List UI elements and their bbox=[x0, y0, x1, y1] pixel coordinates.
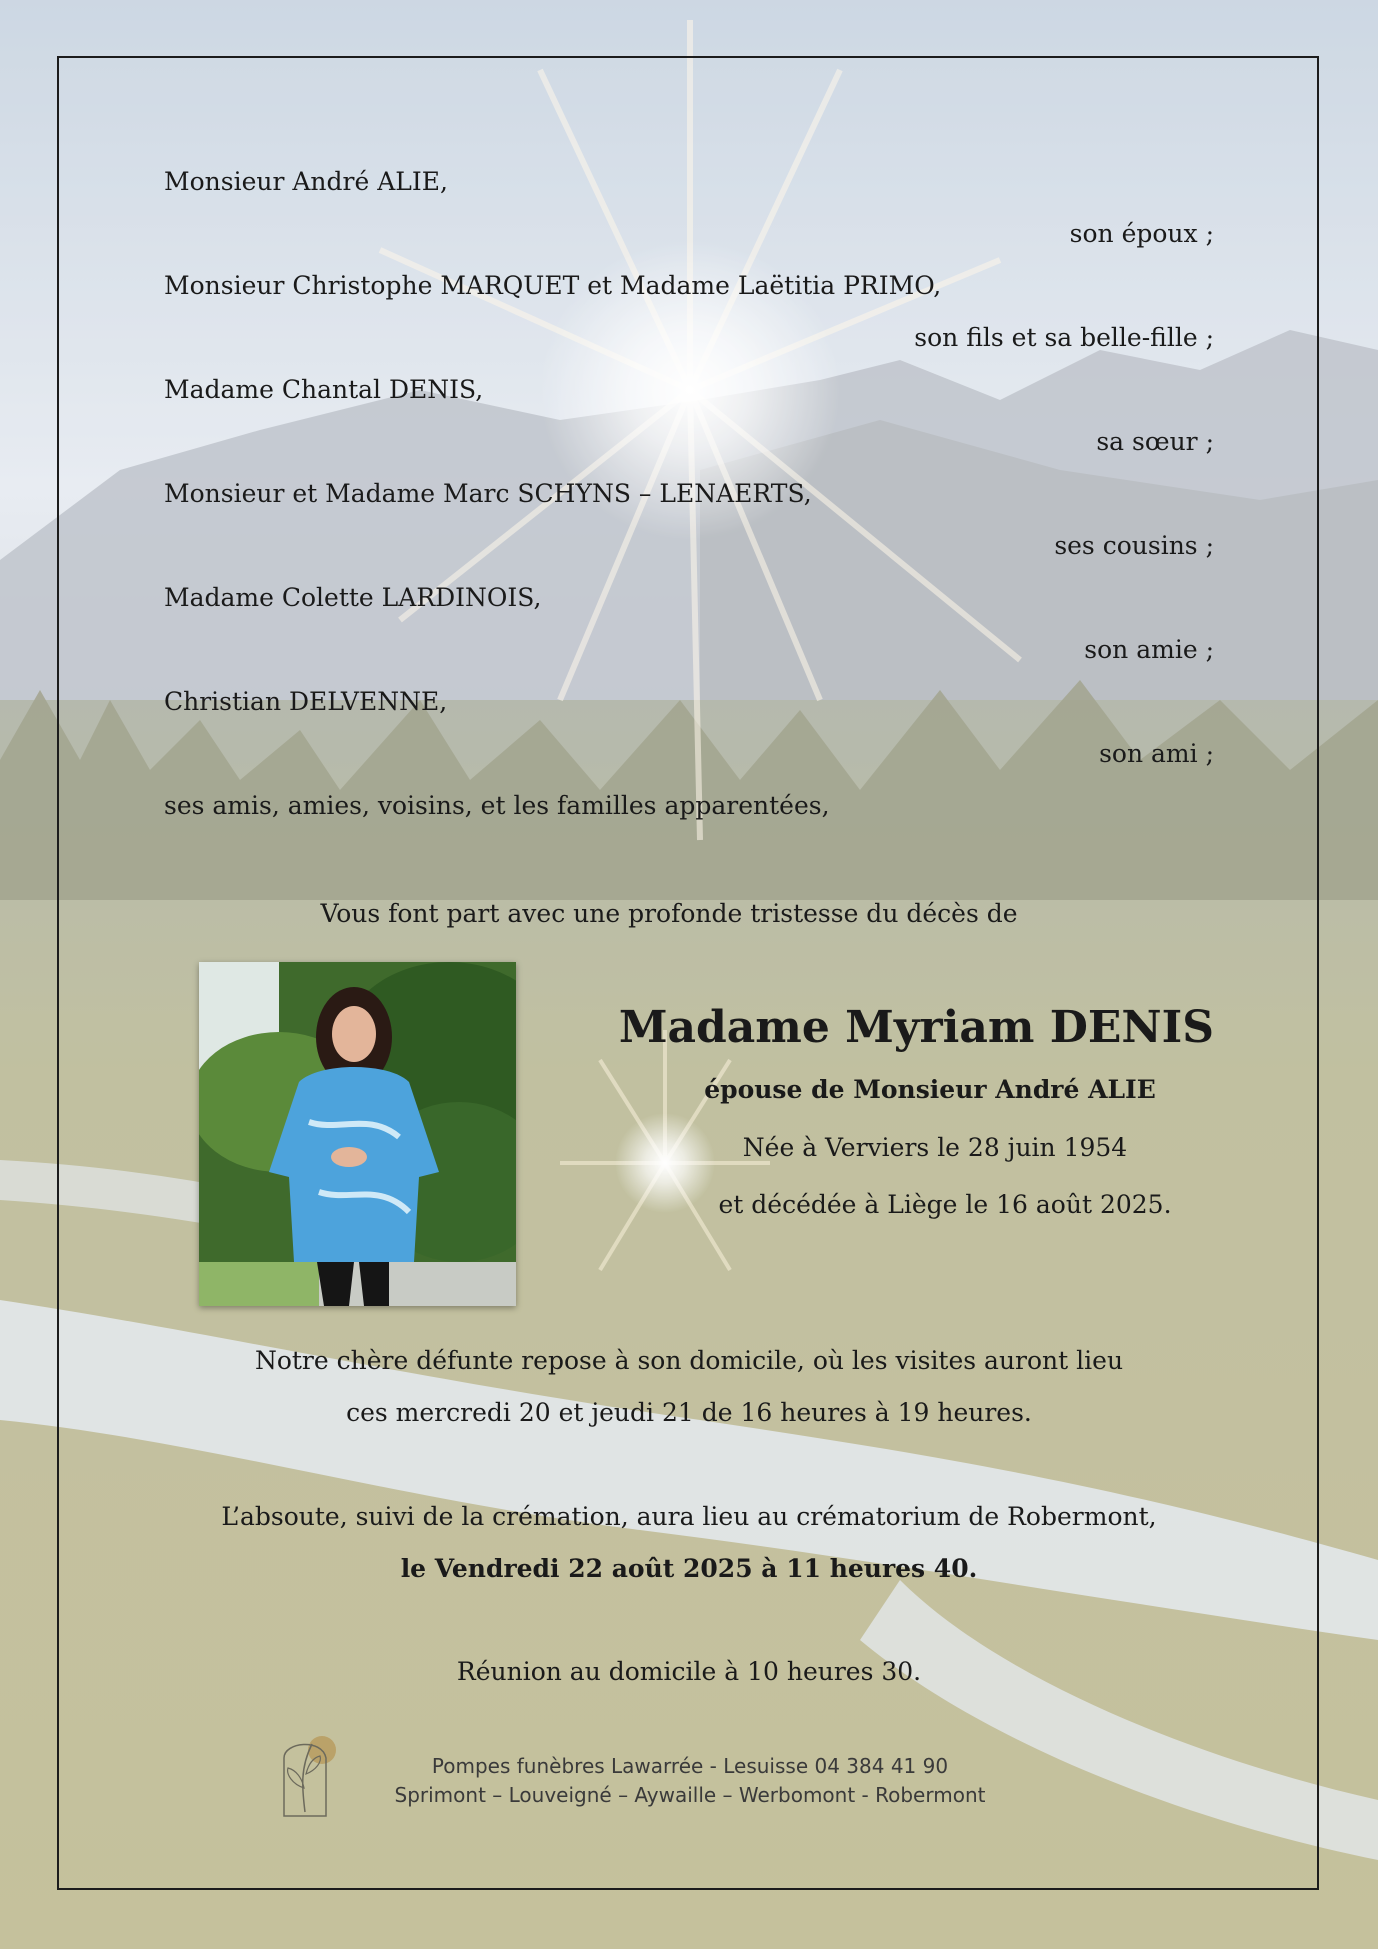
friends-line: ses amis, amies, voisins, et les familles apparentées, bbox=[164, 791, 830, 820]
announcement: Vous font part avec une profonde tristesse du décès de bbox=[320, 899, 1018, 928]
deceased-birth: Née à Verviers le 28 juin 1954 bbox=[742, 1133, 1128, 1162]
family-member-relation: ses cousins ; bbox=[1054, 531, 1214, 560]
family-member-name: Madame Colette LARDINOIS, bbox=[164, 583, 542, 612]
family-member-relation: son ami ; bbox=[1099, 739, 1214, 768]
portrait-photo bbox=[199, 962, 516, 1306]
deceased-spouse: épouse de Monsieur André ALIE bbox=[704, 1075, 1156, 1104]
family-member-relation: son fils et sa belle-fille ; bbox=[914, 323, 1214, 352]
family-member-name: Monsieur Christophe MARQUET et Madame Laëtitia PRIMO, bbox=[164, 271, 942, 300]
ceremony-line-1: L’absoute, suivi de la crémation, aura lieu au crématorium de Robermont, bbox=[221, 1502, 1157, 1531]
visits-line-1: Notre chère défunte repose à son domicile, où les visites auront lieu bbox=[254, 1346, 1124, 1375]
family-member-relation: son amie ; bbox=[1084, 635, 1214, 664]
reunion-line: Réunion au domicile à 10 heures 30. bbox=[456, 1657, 922, 1686]
footer-line-1: Pompes funèbres Lawarrée - Lesuisse 04 384 41 90 bbox=[431, 1754, 949, 1778]
family-member-name: Monsieur et Madame Marc SCHYNS – LENAERTS, bbox=[164, 479, 812, 508]
family-member-name: Christian DELVENNE, bbox=[164, 687, 448, 716]
family-member-name: Monsieur André ALIE, bbox=[164, 167, 448, 196]
deceased-name: Madame Myriam DENIS bbox=[618, 1002, 1214, 1053]
funeral-home-logo-icon bbox=[270, 1728, 340, 1818]
family-member-relation: son époux ; bbox=[1069, 219, 1214, 248]
family-member-name: Madame Chantal DENIS, bbox=[164, 375, 484, 404]
family-member-relation: sa sœur ; bbox=[1096, 427, 1214, 456]
ceremony-line-2: le Vendredi 22 août 2025 à 11 heures 40. bbox=[400, 1554, 978, 1583]
footer-line-2: Sprimont – Louveigné – Aywaille – Werbomont - Robermont bbox=[394, 1783, 986, 1807]
deceased-death: et décédée à Liège le 16 août 2025. bbox=[718, 1190, 1172, 1219]
visits-line-2: ces mercredi 20 et jeudi 21 de 16 heures à 19 heures. bbox=[346, 1398, 1032, 1427]
